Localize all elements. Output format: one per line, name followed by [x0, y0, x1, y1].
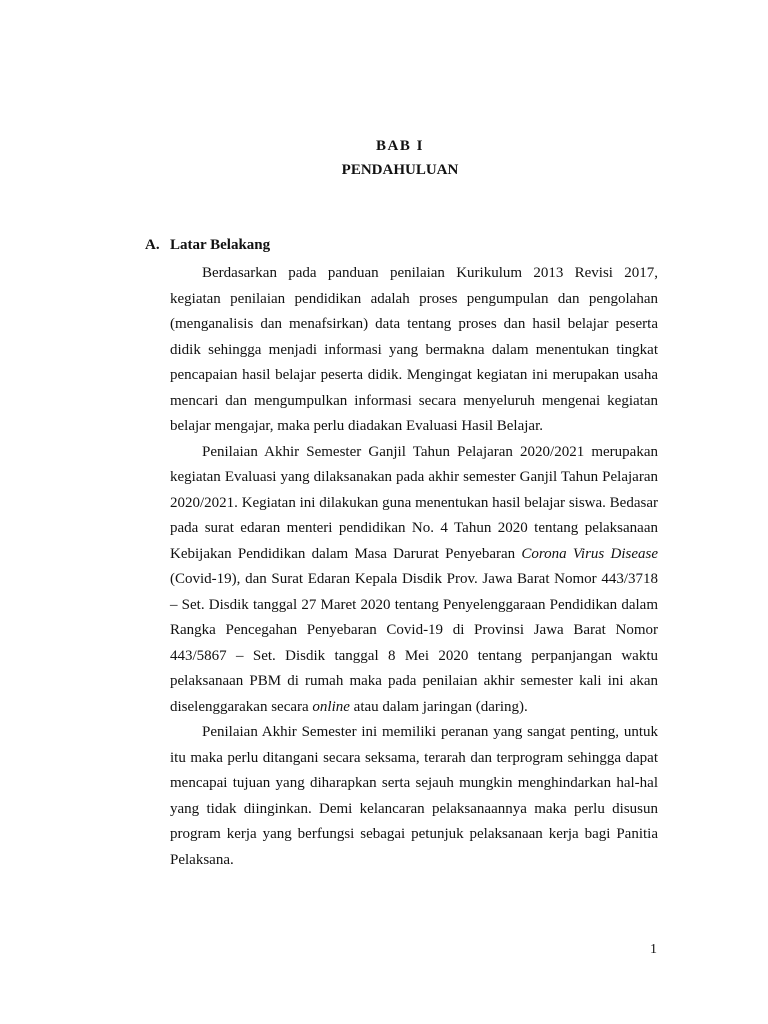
paragraph: [170, 261, 658, 440]
section-heading: [145, 237, 270, 254]
page-number: 1: [650, 942, 657, 957]
italic-text: Corona Virus Disease: [521, 545, 658, 562]
paragraph: [170, 440, 658, 721]
section-letter: A.: [145, 237, 160, 253]
chapter-title: PENDAHULUAN: [341, 162, 459, 178]
text-run: (Covid-19), dan Surat Edaran Kepala Disdik Prov. Jawa Barat Nomor 443/3718 – Set. Disdik tanggal 27 Maret 2020 tentang Penyelenggaraan Pendidikan dalam Rangka Pencegahan Penyebaran Covid-19 di Provinsi Jawa Barat Nomor 443/5867 – Set. Disdik tanggal 8 Mei 2020 tentang perpanjangan waktu pelaksanaan PBM di rumah maka pada penilaian akhir semester kali ini akan diselenggarakan secara: [170, 571, 658, 715]
text-run: Penilaian Akhir Semester Ganjil Tahun Pelajaran 2020/2021 merupakan kegiatan Evaluasi yang dilaksanakan pada akhir semester Ganjil Tahun Pelajaran 2020/2021. Kegiatan ini dilakukan guna menentukan hasil belajar siswa. Bedasar pada surat edaran menteri pendidikan No. 4 Tahun 2020 tentang pelaksanaan Kebijakan Pendidikan dalam Masa Darurat Penyebaran: [170, 443, 658, 562]
italic-text: online: [312, 698, 350, 715]
body-text: [170, 261, 658, 873]
text-run: Penilaian Akhir Semester ini memiliki peranan yang sangat penting, untuk itu maka perlu ditangani secara seksama, terarah dan terprogram sehingga dapat mencapai tujuan yang diharapkan serta sejauh mungkin menghindarkan hal-hal yang tidak diinginkan. Demi kelancaran pelaksanaannya maka perlu disusun program kerja yang berfungsi sebagai petunjuk pelaksanaan kerja bagi Panitia Pelaksana.: [170, 724, 658, 868]
text-run: Berdasarkan pada panduan penilaian Kurikulum 2013 Revisi 2017, kegiatan penilaian pendidikan adalah proses pengumpulan dan pengolahan (menganalisis dan menafsirkan) data tentang proses dan hasil belajar peserta didik sehingga menjadi informasi yang bermakna dalam menentukan tingkat pencapaian hasil belajar peserta didik. Mengingat kegiatan ini merupakan usaha mencari dan mengumpulkan informasi secara menyeluruh mengenai kegiatan belajar mengajar, maka perlu diadakan Evaluasi Hasil Belajar.: [170, 265, 658, 434]
chapter-number: BAB I: [376, 138, 424, 154]
paragraph: [170, 720, 658, 873]
section-title: Latar Belakang: [170, 237, 271, 253]
text-run: atau dalam jaringan (daring).: [349, 698, 528, 715]
